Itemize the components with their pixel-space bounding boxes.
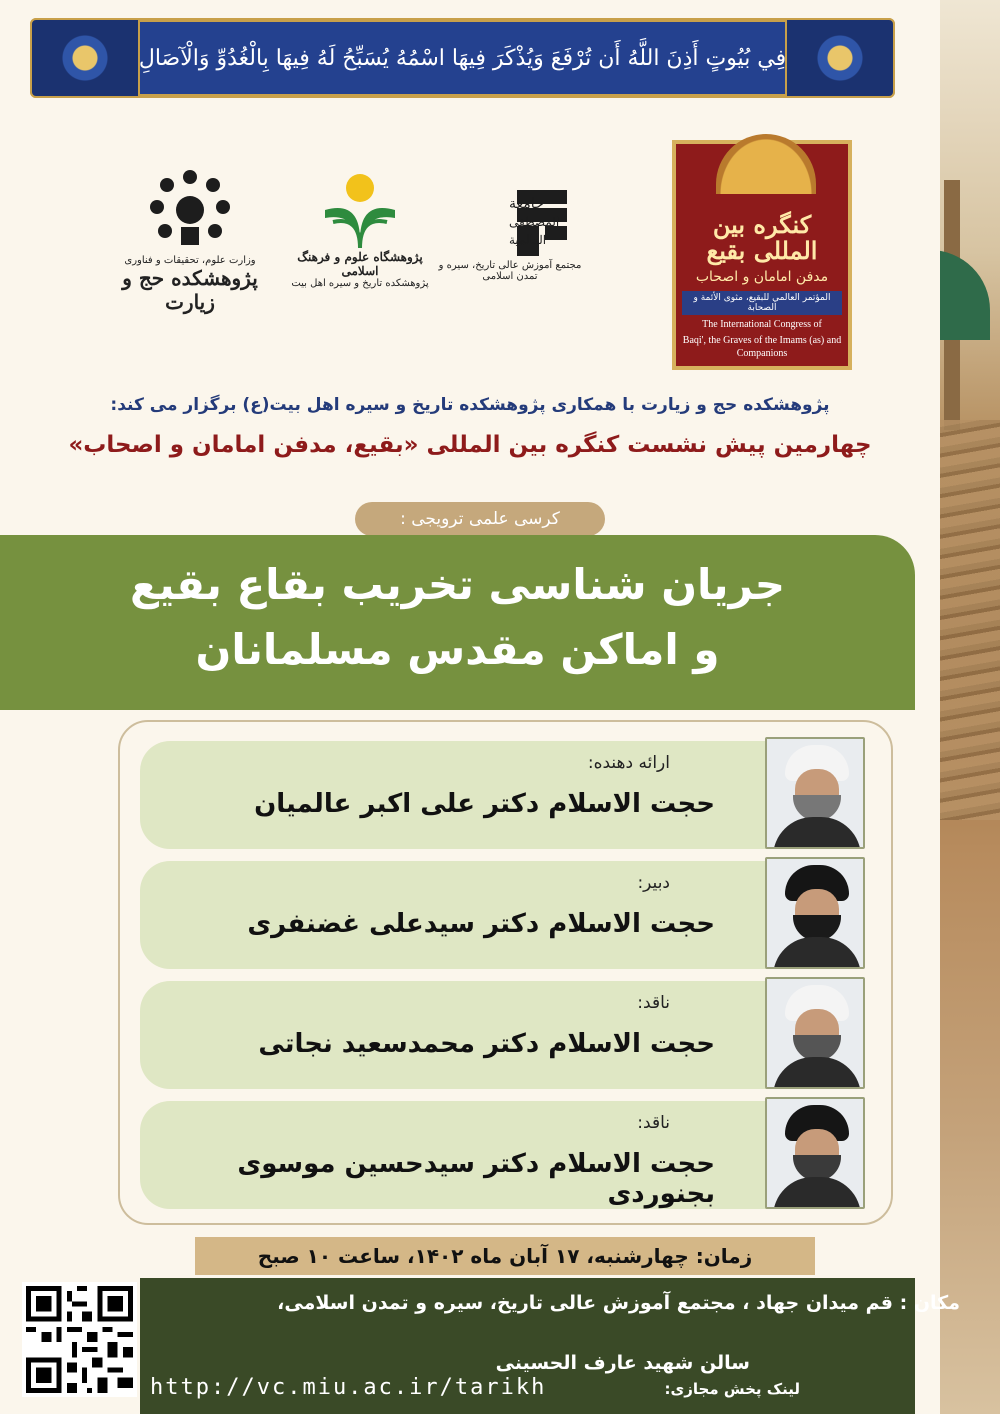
speaker-name: حجت الاسلام دکتر سیدحسین موسوی بجنوردی [237,1149,715,1209]
speaker-card [140,741,865,849]
stream-link-url[interactable]: http://vc.miu.ac.ir/tarikh [150,1375,547,1400]
badge-title: کنگره بین المللی بقیع [706,209,818,266]
culture-institute-logo [290,170,430,289]
speaker-photo [765,977,865,1089]
speaker-name: حجت الاسلام دکتر علی اکبر عالمیان [254,789,715,819]
svg-text:جامعة: جامعة [509,196,544,212]
speaker-name: حجت الاسلام دکتر سیدعلی غضنفری [247,909,715,939]
culture-logo-sub: پژوهشکده تاریخ و سیره اهل بیت [291,278,429,289]
speaker-card [140,1101,865,1209]
location-line2: سالن شهید عارف الحسینی [495,1352,750,1374]
speaker-role: ناقد: [637,1113,670,1133]
congress-badge [672,140,852,370]
speaker-name: حجت الاسلام دکتر محمدسعید نجاتی [258,1029,715,1059]
book-sun-icon [315,170,405,250]
speaker-card [140,861,865,969]
main-title-line1: جریان شناسی تخریب بقاع بقیع [130,560,785,609]
kursi-label: کرسی علمی ترویجی : [355,502,605,536]
mustafa-logo-sub: مجتمع آموزش عالی تاریخ، سیره و تمدن اسلامی [438,260,582,282]
speaker-role: دبیر: [637,873,670,893]
quran-verse: فِي بُيُوتٍ أَذِنَ اللَّهُ أَن تُرْفَعَ وَيُذْكَرَ فِيهَا اسْمُهُ يُسَبِّحُ لَهُ فِيهَا بِالْغُدُوِّ وَالْآصَالِ [138,45,787,71]
svg-text:المصطفی: المصطفی [509,215,560,229]
qr-code-icon[interactable] [22,1282,137,1397]
badge-subtitle: مدفن امامان و اصحاب [695,268,829,285]
speaker-photo [765,737,865,849]
dome-icon [716,134,816,194]
hajj-logo-name: پژوهشکده حج و زیارت [122,266,258,314]
speaker-role: ناقد: [637,993,670,1013]
stream-link-label: لینک پخش مجازی: [664,1380,800,1398]
intro-text: پژوهشکده حج و زیارت با همکاری پژوهشکده تاریخ و سیره اهل بیت(ع) برگزار می کند: [110,395,830,415]
speaker-card [140,981,865,1089]
mustafa-logo-icon [445,180,575,260]
verse-banner [30,18,895,98]
svg-text:العالمیة: العالمیة [509,233,547,247]
badge-english-line2: Baqi', the Graves of the Imams (as) and Companions [682,335,842,359]
speaker-photo [765,1097,865,1209]
hajj-institute-logo [110,165,270,314]
badge-arabic-line: المؤتمر العالمي للبقيع، مثوى الأئمة و الصحابة [682,291,842,315]
hajj-logo-ministry: وزارت علوم، تحقیقات و فناوری [124,255,256,266]
ornament-icon [30,18,140,98]
event-headline: چهارمین پیش نشست کنگره بین المللی «بقیع، مدفن امامان و اصحاب» [68,432,872,458]
hajj-logo-icon [135,165,245,255]
culture-logo-name: پژوهشگاه علوم و فرهنگ اسلامی [297,250,423,278]
location-line1: مکان : قم میدان جهاد ، مجتمع آموزش عالی تاریخ، سیره و تمدن اسلامی، [277,1292,960,1314]
speaker-role: ارائه دهنده: [587,753,670,773]
ornament-icon [785,18,895,98]
main-title-line2: و اماکن مقدس مسلمانان [195,625,720,674]
event-time: زمان: چهارشنبه، ۱۷ آبان ماه ۱۴۰۲، ساعت ۱۰ صبح [195,1237,815,1275]
mustafa-university-logo [430,180,590,282]
badge-english-line1: The International Congress of [702,318,822,330]
speaker-photo [765,857,865,969]
